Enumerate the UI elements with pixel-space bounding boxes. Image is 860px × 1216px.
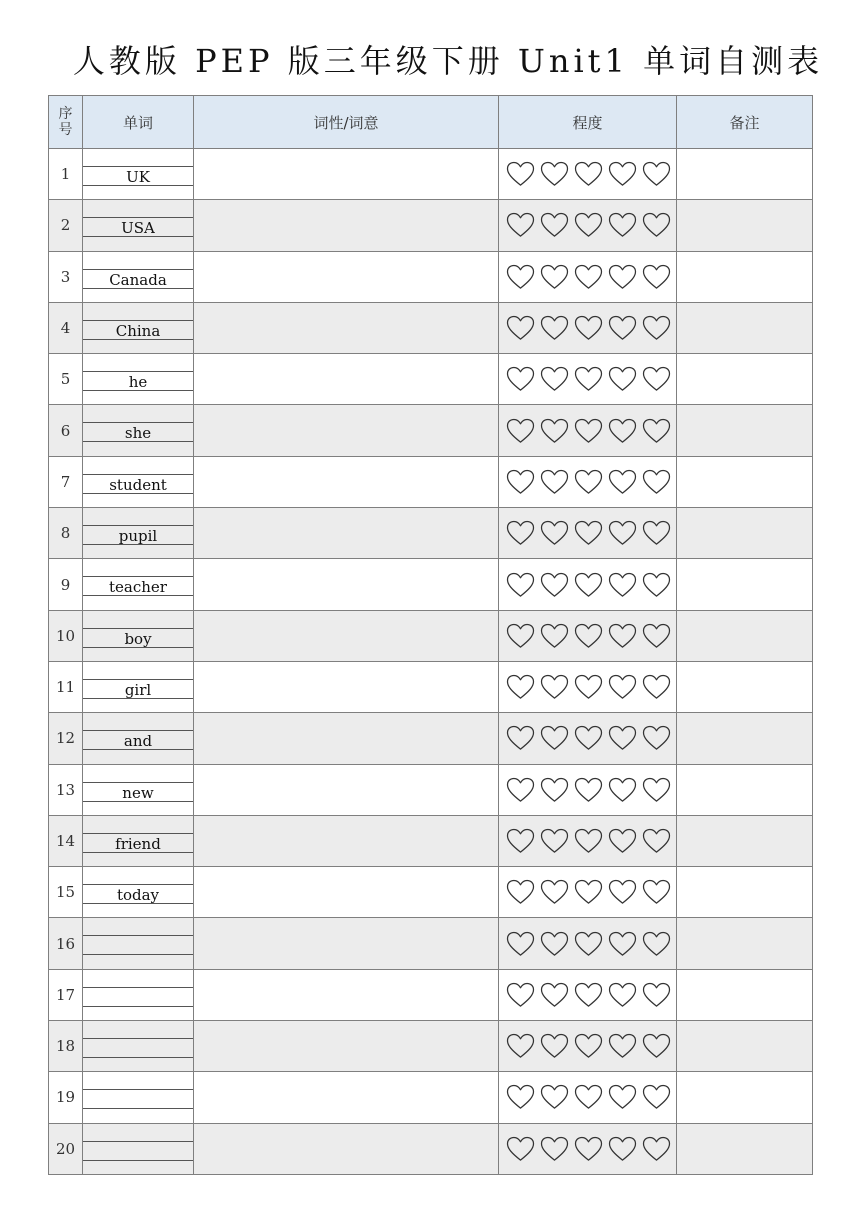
row-number: 11 bbox=[49, 661, 83, 712]
word-cell bbox=[83, 661, 194, 712]
word-text bbox=[83, 1141, 193, 1161]
heart-icon[interactable] bbox=[608, 212, 637, 238]
heart-icon[interactable] bbox=[574, 1033, 603, 1059]
header-word: 单词 bbox=[83, 96, 194, 149]
table-row bbox=[49, 815, 813, 866]
word-cell bbox=[83, 302, 194, 353]
header-seq-top: 序 bbox=[58, 106, 73, 122]
heart-rating bbox=[499, 520, 676, 546]
heart-rating bbox=[499, 879, 676, 905]
heart-rating bbox=[499, 725, 676, 751]
row-number: 1 bbox=[49, 149, 83, 200]
word-text: student bbox=[83, 474, 193, 494]
level-cell bbox=[499, 1123, 677, 1174]
word-cell bbox=[83, 405, 194, 456]
heart-rating bbox=[499, 572, 676, 598]
meaning-cell[interactable] bbox=[194, 815, 499, 866]
level-cell bbox=[499, 251, 677, 302]
notes-cell[interactable] bbox=[677, 969, 813, 1020]
heart-icon[interactable] bbox=[506, 520, 535, 546]
heart-icon[interactable] bbox=[506, 777, 535, 803]
table-row bbox=[49, 456, 813, 507]
row-number: 20 bbox=[49, 1123, 83, 1174]
table-row bbox=[49, 508, 813, 559]
table-row bbox=[49, 354, 813, 405]
row-number: 6 bbox=[49, 405, 83, 456]
heart-icon[interactable] bbox=[642, 623, 671, 649]
heart-icon[interactable] bbox=[574, 828, 603, 854]
heart-icon[interactable] bbox=[574, 161, 603, 187]
heart-icon[interactable] bbox=[506, 674, 535, 700]
row-number: 15 bbox=[49, 867, 83, 918]
word-cell bbox=[83, 610, 194, 661]
heart-icon[interactable] bbox=[506, 315, 535, 341]
word-text bbox=[83, 987, 193, 1007]
word-text: she bbox=[83, 422, 193, 442]
notes-cell[interactable] bbox=[677, 508, 813, 559]
table-body bbox=[49, 149, 813, 1175]
notes-cell[interactable] bbox=[677, 815, 813, 866]
table-row bbox=[49, 200, 813, 251]
word-cell bbox=[83, 251, 194, 302]
heart-icon[interactable] bbox=[608, 469, 637, 495]
meaning-cell[interactable] bbox=[194, 559, 499, 610]
heart-icon[interactable] bbox=[506, 366, 535, 392]
meaning-cell[interactable] bbox=[194, 918, 499, 969]
row-number: 2 bbox=[49, 200, 83, 251]
meaning-cell[interactable] bbox=[194, 969, 499, 1020]
level-cell bbox=[499, 867, 677, 918]
word-text: he bbox=[83, 371, 193, 391]
heart-icon[interactable] bbox=[540, 418, 569, 444]
heart-icon[interactable] bbox=[642, 212, 671, 238]
word-text: today bbox=[83, 884, 193, 904]
word-text: new bbox=[83, 782, 193, 802]
word-text: China bbox=[83, 320, 193, 340]
heart-icon[interactable] bbox=[642, 931, 671, 957]
heart-icon[interactable] bbox=[574, 315, 603, 341]
heart-icon[interactable] bbox=[608, 366, 637, 392]
heart-icon[interactable] bbox=[506, 982, 535, 1008]
heart-icon[interactable] bbox=[574, 212, 603, 238]
heart-icon[interactable] bbox=[540, 879, 569, 905]
table-row bbox=[49, 713, 813, 764]
word-test-table bbox=[48, 95, 813, 1175]
notes-cell[interactable] bbox=[677, 200, 813, 251]
word-cell bbox=[83, 1123, 194, 1174]
heart-icon[interactable] bbox=[642, 1136, 671, 1162]
row-number: 14 bbox=[49, 815, 83, 866]
heart-rating bbox=[499, 418, 676, 444]
heart-icon[interactable] bbox=[608, 725, 637, 751]
page-title: 人教版 PEP 版三年级下册 Unit1 单词自测表 bbox=[72, 42, 824, 80]
heart-icon[interactable] bbox=[540, 1084, 569, 1110]
heart-icon[interactable] bbox=[506, 623, 535, 649]
meaning-cell[interactable] bbox=[194, 764, 499, 815]
heart-icon[interactable] bbox=[506, 931, 535, 957]
word-cell bbox=[83, 713, 194, 764]
heart-icon[interactable] bbox=[540, 828, 569, 854]
row-number: 17 bbox=[49, 969, 83, 1020]
heart-icon[interactable] bbox=[608, 828, 637, 854]
heart-icon[interactable] bbox=[540, 212, 569, 238]
level-cell bbox=[499, 918, 677, 969]
heart-icon[interactable] bbox=[506, 1136, 535, 1162]
table-row bbox=[49, 149, 813, 200]
heart-icon[interactable] bbox=[642, 879, 671, 905]
word-cell bbox=[83, 508, 194, 559]
heart-icon[interactable] bbox=[608, 418, 637, 444]
heart-icon[interactable] bbox=[642, 725, 671, 751]
word-text bbox=[83, 1089, 193, 1109]
meaning-cell[interactable] bbox=[194, 661, 499, 712]
heart-icon[interactable] bbox=[506, 572, 535, 598]
level-cell bbox=[499, 661, 677, 712]
table-row bbox=[49, 251, 813, 302]
word-text: friend bbox=[83, 833, 193, 853]
row-number: 13 bbox=[49, 764, 83, 815]
heart-icon[interactable] bbox=[540, 469, 569, 495]
heart-icon[interactable] bbox=[642, 366, 671, 392]
heart-icon[interactable] bbox=[574, 725, 603, 751]
row-number: 8 bbox=[49, 508, 83, 559]
heart-rating bbox=[499, 366, 676, 392]
level-cell bbox=[499, 610, 677, 661]
word-cell bbox=[83, 815, 194, 866]
word-cell bbox=[83, 354, 194, 405]
notes-cell[interactable] bbox=[677, 1072, 813, 1123]
heart-icon[interactable] bbox=[574, 1136, 603, 1162]
table-row bbox=[49, 918, 813, 969]
heart-icon[interactable] bbox=[642, 982, 671, 1008]
heart-icon[interactable] bbox=[642, 315, 671, 341]
meaning-cell[interactable] bbox=[194, 456, 499, 507]
word-cell bbox=[83, 200, 194, 251]
word-cell bbox=[83, 969, 194, 1020]
notes-cell[interactable] bbox=[677, 1021, 813, 1072]
row-number: 4 bbox=[49, 302, 83, 353]
heart-icon[interactable] bbox=[506, 1033, 535, 1059]
heart-icon[interactable] bbox=[540, 982, 569, 1008]
heart-icon[interactable] bbox=[608, 879, 637, 905]
heart-icon[interactable] bbox=[608, 315, 637, 341]
row-number: 9 bbox=[49, 559, 83, 610]
heart-icon[interactable] bbox=[540, 674, 569, 700]
notes-cell[interactable] bbox=[677, 354, 813, 405]
word-text: girl bbox=[83, 679, 193, 699]
meaning-cell[interactable] bbox=[194, 610, 499, 661]
level-cell bbox=[499, 815, 677, 866]
level-cell bbox=[499, 764, 677, 815]
word-text: UK bbox=[83, 166, 193, 186]
notes-cell[interactable] bbox=[677, 661, 813, 712]
level-cell bbox=[499, 200, 677, 251]
row-number: 16 bbox=[49, 918, 83, 969]
heart-icon[interactable] bbox=[540, 931, 569, 957]
heart-rating bbox=[499, 264, 676, 290]
heart-icon[interactable] bbox=[540, 572, 569, 598]
heart-icon[interactable] bbox=[540, 264, 569, 290]
heart-icon[interactable] bbox=[608, 572, 637, 598]
row-number: 19 bbox=[49, 1072, 83, 1123]
heart-icon[interactable] bbox=[506, 725, 535, 751]
heart-icon[interactable] bbox=[540, 366, 569, 392]
meaning-cell[interactable] bbox=[194, 713, 499, 764]
level-cell bbox=[499, 969, 677, 1020]
heart-icon[interactable] bbox=[540, 1033, 569, 1059]
notes-cell[interactable] bbox=[677, 149, 813, 200]
heart-icon[interactable] bbox=[642, 1033, 671, 1059]
word-text: pupil bbox=[83, 525, 193, 545]
notes-cell[interactable] bbox=[677, 251, 813, 302]
table-row bbox=[49, 1123, 813, 1174]
meaning-cell[interactable] bbox=[194, 354, 499, 405]
row-number: 10 bbox=[49, 610, 83, 661]
heart-icon[interactable] bbox=[506, 469, 535, 495]
word-cell bbox=[83, 1021, 194, 1072]
row-number: 5 bbox=[49, 354, 83, 405]
meaning-cell[interactable] bbox=[194, 405, 499, 456]
word-cell bbox=[83, 764, 194, 815]
notes-cell[interactable] bbox=[677, 302, 813, 353]
heart-icon[interactable] bbox=[540, 1136, 569, 1162]
level-cell bbox=[499, 1072, 677, 1123]
table-header-row bbox=[49, 96, 813, 149]
table-row bbox=[49, 1072, 813, 1123]
heart-icon[interactable] bbox=[574, 520, 603, 546]
heart-icon[interactable] bbox=[574, 264, 603, 290]
notes-cell[interactable] bbox=[677, 918, 813, 969]
meaning-cell[interactable] bbox=[194, 251, 499, 302]
level-cell bbox=[499, 456, 677, 507]
word-cell bbox=[83, 867, 194, 918]
heart-icon[interactable] bbox=[642, 1084, 671, 1110]
heart-icon[interactable] bbox=[540, 623, 569, 649]
notes-cell[interactable] bbox=[677, 1123, 813, 1174]
row-number: 18 bbox=[49, 1021, 83, 1072]
heart-icon[interactable] bbox=[574, 879, 603, 905]
heart-icon[interactable] bbox=[608, 777, 637, 803]
heart-icon[interactable] bbox=[574, 418, 603, 444]
header-seq bbox=[49, 96, 83, 149]
heart-rating bbox=[499, 828, 676, 854]
table-row bbox=[49, 661, 813, 712]
table-row bbox=[49, 764, 813, 815]
heart-rating bbox=[499, 469, 676, 495]
heart-icon[interactable] bbox=[608, 623, 637, 649]
heart-rating bbox=[499, 1084, 676, 1110]
heart-icon[interactable] bbox=[540, 161, 569, 187]
word-cell bbox=[83, 918, 194, 969]
heart-icon[interactable] bbox=[608, 1136, 637, 1162]
notes-cell[interactable] bbox=[677, 559, 813, 610]
heart-rating bbox=[499, 931, 676, 957]
meaning-cell[interactable] bbox=[194, 1021, 499, 1072]
heart-icon[interactable] bbox=[506, 212, 535, 238]
heart-icon[interactable] bbox=[608, 161, 637, 187]
level-cell bbox=[499, 713, 677, 764]
level-cell bbox=[499, 1021, 677, 1072]
word-text: Canada bbox=[83, 269, 193, 289]
heart-icon[interactable] bbox=[506, 264, 535, 290]
heart-icon[interactable] bbox=[608, 931, 637, 957]
meaning-cell[interactable] bbox=[194, 200, 499, 251]
heart-icon[interactable] bbox=[642, 469, 671, 495]
heart-icon[interactable] bbox=[574, 366, 603, 392]
heart-icon[interactable] bbox=[574, 572, 603, 598]
table-row bbox=[49, 969, 813, 1020]
word-text: and bbox=[83, 730, 193, 750]
level-cell bbox=[499, 149, 677, 200]
heart-icon[interactable] bbox=[608, 1033, 637, 1059]
heart-icon[interactable] bbox=[608, 674, 637, 700]
heart-icon[interactable] bbox=[540, 725, 569, 751]
word-text: USA bbox=[83, 217, 193, 237]
meaning-cell[interactable] bbox=[194, 1123, 499, 1174]
level-cell bbox=[499, 559, 677, 610]
heart-icon[interactable] bbox=[642, 264, 671, 290]
heart-icon[interactable] bbox=[506, 418, 535, 444]
heart-icon[interactable] bbox=[608, 1084, 637, 1110]
meaning-cell[interactable] bbox=[194, 1072, 499, 1123]
word-text: boy bbox=[83, 628, 193, 648]
heart-icon[interactable] bbox=[574, 469, 603, 495]
meaning-cell[interactable] bbox=[194, 508, 499, 559]
level-cell bbox=[499, 354, 677, 405]
heart-rating bbox=[499, 623, 676, 649]
word-text bbox=[83, 935, 193, 955]
heart-rating bbox=[499, 674, 676, 700]
heart-icon[interactable] bbox=[540, 315, 569, 341]
heart-icon[interactable] bbox=[642, 828, 671, 854]
word-cell bbox=[83, 149, 194, 200]
notes-cell[interactable] bbox=[677, 713, 813, 764]
heart-icon[interactable] bbox=[642, 572, 671, 598]
table-row bbox=[49, 559, 813, 610]
word-cell bbox=[83, 1072, 194, 1123]
table-row bbox=[49, 302, 813, 353]
heart-rating bbox=[499, 1136, 676, 1162]
row-number: 7 bbox=[49, 456, 83, 507]
heart-rating bbox=[499, 777, 676, 803]
heart-rating bbox=[499, 212, 676, 238]
heart-icon[interactable] bbox=[642, 418, 671, 444]
header-seq-bottom: 号 bbox=[58, 122, 73, 138]
table-row bbox=[49, 1021, 813, 1072]
heart-icon[interactable] bbox=[506, 161, 535, 187]
heart-icon[interactable] bbox=[540, 777, 569, 803]
heart-icon[interactable] bbox=[574, 982, 603, 1008]
heart-icon[interactable] bbox=[540, 520, 569, 546]
heart-icon[interactable] bbox=[506, 828, 535, 854]
heart-rating bbox=[499, 161, 676, 187]
heart-icon[interactable] bbox=[642, 161, 671, 187]
header-level: 程度 bbox=[499, 96, 677, 149]
word-cell bbox=[83, 559, 194, 610]
heart-icon[interactable] bbox=[506, 879, 535, 905]
heart-icon[interactable] bbox=[608, 264, 637, 290]
level-cell bbox=[499, 302, 677, 353]
level-cell bbox=[499, 405, 677, 456]
word-cell bbox=[83, 456, 194, 507]
header-meaning: 词性/词意 bbox=[194, 96, 499, 149]
level-cell bbox=[499, 508, 677, 559]
notes-cell[interactable] bbox=[677, 610, 813, 661]
heart-rating bbox=[499, 315, 676, 341]
word-text bbox=[83, 1038, 193, 1058]
heart-icon[interactable] bbox=[574, 777, 603, 803]
table-row bbox=[49, 867, 813, 918]
notes-cell[interactable] bbox=[677, 405, 813, 456]
heart-icon[interactable] bbox=[608, 520, 637, 546]
heart-rating bbox=[499, 982, 676, 1008]
heart-icon[interactable] bbox=[574, 674, 603, 700]
row-number: 12 bbox=[49, 713, 83, 764]
notes-cell[interactable] bbox=[677, 764, 813, 815]
heart-icon[interactable] bbox=[642, 674, 671, 700]
table-row bbox=[49, 610, 813, 661]
notes-cell[interactable] bbox=[677, 456, 813, 507]
meaning-cell[interactable] bbox=[194, 867, 499, 918]
heart-icon[interactable] bbox=[574, 931, 603, 957]
meaning-cell[interactable] bbox=[194, 302, 499, 353]
heart-rating bbox=[499, 1033, 676, 1059]
row-number: 3 bbox=[49, 251, 83, 302]
heart-icon[interactable] bbox=[608, 982, 637, 1008]
heart-icon[interactable] bbox=[506, 1084, 535, 1110]
table-row bbox=[49, 405, 813, 456]
heart-icon[interactable] bbox=[642, 520, 671, 546]
heart-icon[interactable] bbox=[574, 623, 603, 649]
meaning-cell[interactable] bbox=[194, 149, 499, 200]
word-text: teacher bbox=[83, 576, 193, 596]
heart-icon[interactable] bbox=[642, 777, 671, 803]
notes-cell[interactable] bbox=[677, 867, 813, 918]
heart-icon[interactable] bbox=[574, 1084, 603, 1110]
header-notes: 备注 bbox=[677, 96, 813, 149]
